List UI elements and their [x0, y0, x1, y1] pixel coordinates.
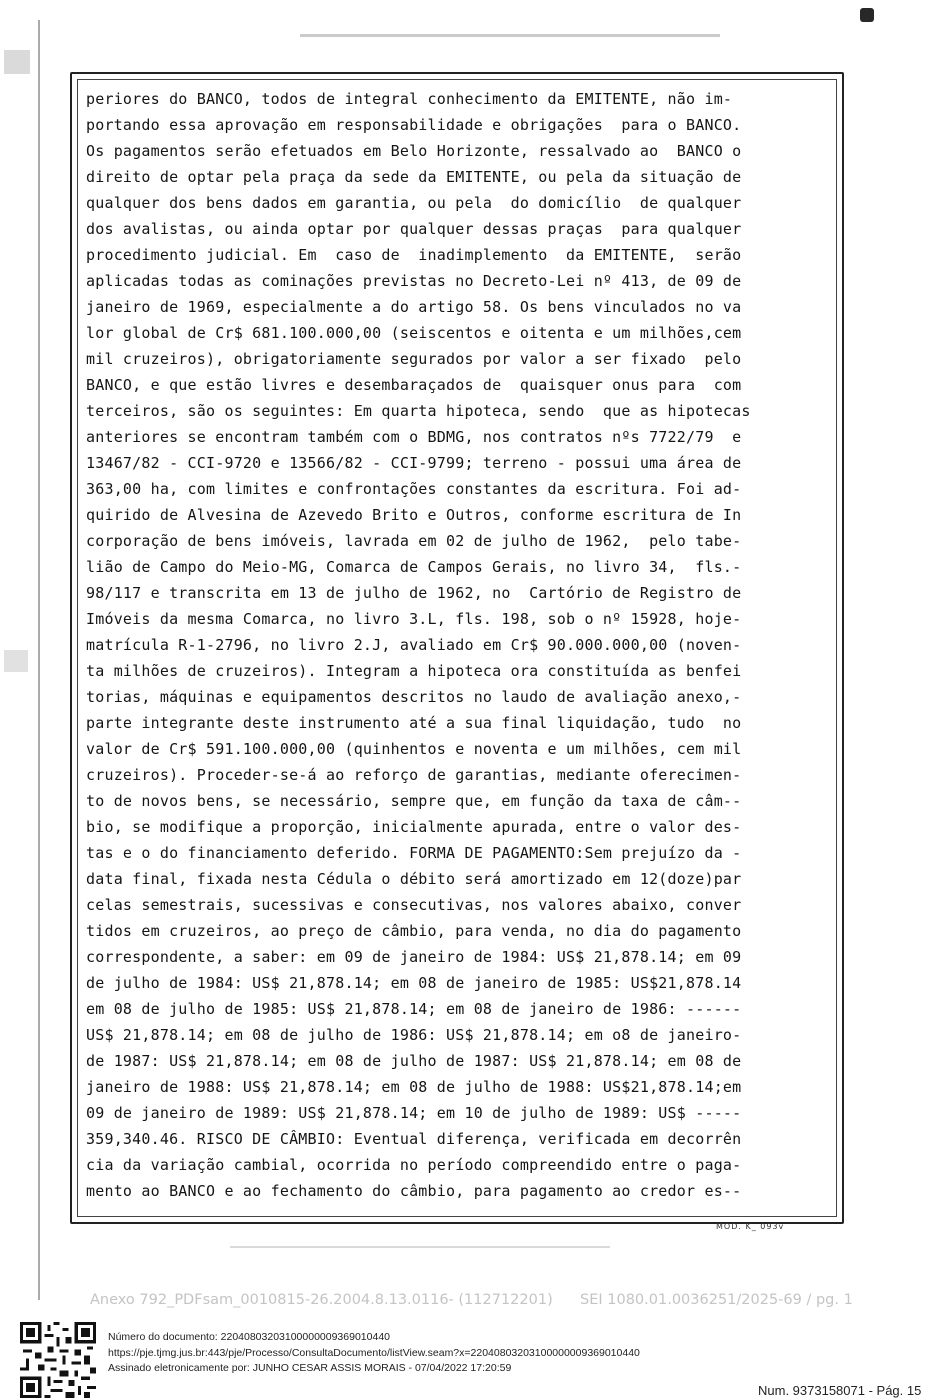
document-line: data final, fixada nesta Cédula o débito será amortizado em 12(doze)par [86, 870, 742, 888]
document-line: aplicadas todas as cominações previstas no Decreto-Lei nº 413, de 09 de [86, 272, 742, 290]
document-line: 363,00 ha, com limites e confrontações constantes da escritura. Foi ad- [86, 480, 742, 498]
document-line: lor global de Cr$ 681.100.000,00 (seiscentos e oitenta e um milhões,cem [86, 324, 742, 342]
document-line: torias, máquinas e equipamentos descritos no laudo de avaliação anexo,- [86, 688, 742, 706]
document-line: bio, se modifique a proporção, inicialmente apurada, entre o valor des- [86, 818, 742, 836]
document-body [86, 86, 828, 1204]
document-line: tidos em cruzeiros, ao preço de câmbio, para venda, no dia do pagamento [86, 922, 742, 940]
document-line: Imóveis da mesma Comarca, no livro 3.L, fls. 198, sob o nº 15928, hoje- [86, 610, 742, 628]
footer-annex-label: Anexo 792_PDFsam_0010815-26.2004.8.13.0116- (112712201) [90, 1292, 553, 1308]
document-line: tas e o do financiamento deferido. FORMA DE PAGAMENTO:Sem prejuízo da - [86, 844, 742, 862]
document-line: procedimento judicial. Em caso de inadimplemento da EMITENTE, serão [86, 246, 742, 264]
document-line: mil cruzeiros), obrigatoriamente segurados por valor a ser fixado pelo [86, 350, 742, 368]
document-line: portando essa aprovação em responsabilidade e obrigações para o BANCO. [86, 116, 742, 134]
document-line: 98/117 e transcrita em 13 de julho de 1962, no Cartório de Registro de [86, 584, 742, 602]
document-line: de 1987: US$ 21,878.14; em 08 de julho de 1987: US$ 21,878.14; em 08 de [86, 1052, 742, 1070]
document-line: 09 de janeiro de 1989: US$ 21,878.14; em 10 de julho de 1989: US$ ----- [86, 1104, 742, 1122]
document-line: em 08 de julho de 1985: US$ 21,878.14; em 08 de janeiro de 1986: ------ [86, 1000, 742, 1018]
scan-noise-left [4, 50, 30, 74]
document-line: 13467/82 - CCI-9720 e 13566/82 - CCI-9799; terreno - possui uma área de [86, 454, 742, 472]
document-line: de julho de 1984: US$ 21,878.14; em 08 de janeiro de 1985: US$21,878.14 [86, 974, 742, 992]
document-line: ta milhões de cruzeiros). Integram a hipoteca ora constituída as benfei [86, 662, 742, 680]
document-line: Os pagamentos serão efetuados em Belo Horizonte, ressalvado ao BANCO o [86, 142, 742, 160]
document-line: correspondente, a saber: em 09 de janeiro de 1984: US$ 21,878.14; em 09 [86, 948, 742, 966]
scan-noise-left-mid [4, 650, 28, 672]
document-line: terceiros, são os seguintes: Em quarta hipoteca, sendo que as hipotecas [86, 402, 751, 420]
document-line: to de novos bens, se necessário, sempre que, em função da taxa de câm-- [86, 792, 742, 810]
footer-sei-label: SEI 1080.01.0036251/2025-69 / pg. 1 [580, 1292, 853, 1308]
document-line: celas semestrais, sucessivas e consecutivas, nos valores abaixo, conver [86, 896, 742, 914]
document-line: quirido de Alvesina de Azevedo Brito e Outros, conforme escritura de In [86, 506, 742, 524]
document-line: matrícula R-1-2796, no livro 2.J, avaliado em Cr$ 90.000.000,00 (noven- [86, 636, 742, 654]
document-line: cruzeiros). Proceder-se-á ao reforço de garantias, mediante oferecimen- [86, 766, 742, 784]
document-line: BANCO, e que estão livres e desembaraçados de quaisquer onus para com [86, 376, 742, 394]
document-line: qualquer dos bens dados em garantia, ou pela do domicílio de qualquer [86, 194, 742, 212]
document-line: corporação de bens imóveis, lavrada em 02 de julho de 1962, pelo tabe- [86, 532, 742, 550]
scan-noise-top [300, 34, 720, 37]
document-line: janeiro de 1988: US$ 21,878.14; em 08 de julho de 1988: US$21,878.14;em [86, 1078, 742, 1096]
signature-block [108, 1330, 640, 1377]
document-line: janeiro de 1969, especialmente a do artigo 58. Os bens vinculados no va [86, 298, 742, 316]
signed-by: Assinado eletronicamente por: JUNHO CESAR ASSIS MORAIS - 07/04/2022 17:20:59 [108, 1362, 512, 1374]
document-line: lião de Campo do Meio-MG, Comarca de Campos Gerais, no livro 34, fls.- [86, 558, 742, 576]
scan-noise-top-right [860, 8, 874, 22]
page-number: Num. 9373158071 - Pág. 15 [758, 1383, 922, 1398]
document-line: 359,340.46. RISCO DE CÂMBIO: Eventual diferença, verificada em decorrên [86, 1130, 742, 1148]
model-code: MOD. K_ 093v [716, 1222, 785, 1231]
document-line: periores do BANCO, todos de integral conhecimento da EMITENTE, não im- [86, 90, 733, 108]
document-line: parte integrante deste instrumento até a sua final liquidação, tudo no [86, 714, 742, 732]
document-line: direito de optar pela praça da sede da EMITENTE, ou pela da situação de [86, 168, 742, 186]
scan-noise-bottom [230, 1246, 610, 1248]
document-line: cia da variação cambial, ocorrida no período compreendido entre o paga- [86, 1156, 742, 1174]
document-line: US$ 21,878.14; em 08 de julho de 1986: US$ 21,878.14; em o8 de janeiro- [86, 1026, 742, 1044]
document-line: anteriores se encontram também com o BDMG, nos contratos nºs 7722/79 e [86, 428, 742, 446]
document-number: Número do documento: 22040803203100000009369010440 [108, 1331, 390, 1343]
document-line: dos avalistas, ou ainda optar por qualquer dessas praças para qualquer [86, 220, 742, 238]
document-line: valor de Cr$ 591.100.000,00 (quinhentos e noventa e um milhões, cem mil [86, 740, 742, 758]
scan-margin-line [38, 20, 40, 1300]
document-line: mento ao BANCO e ao fechamento do câmbio, para pagamento ao credor es-- [86, 1182, 742, 1200]
document-url[interactable]: https://pje.tjmg.jus.br:443/pje/Processo/ConsultaDocumento/listView.seam?x=22040803203100000009369010440 [108, 1346, 640, 1359]
qr-code-icon [20, 1322, 96, 1398]
